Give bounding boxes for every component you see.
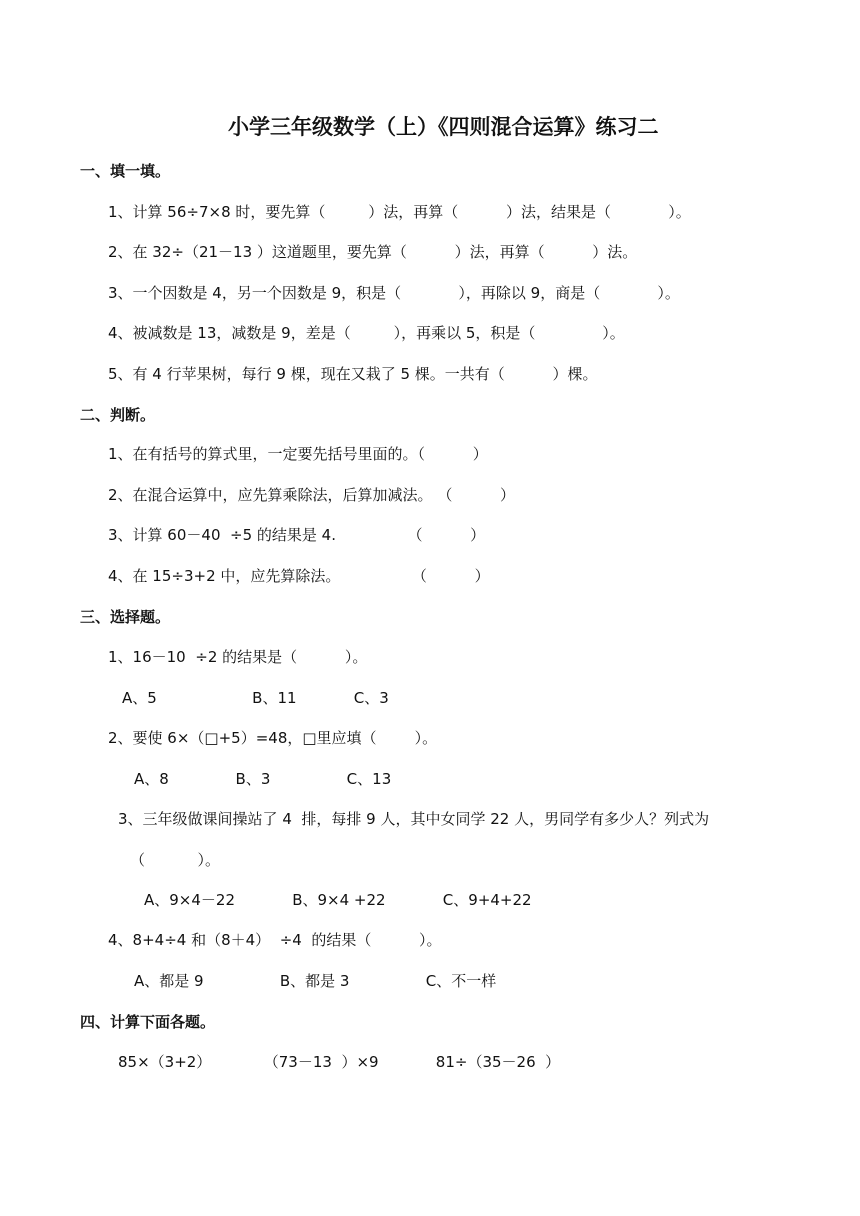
section-heading-4: 四、计算下面各题。 (80, 1013, 216, 1031)
choice-question-2: 2、要使 6×（□+5）=48，□里应填（ ）。 (108, 729, 438, 747)
judge-question-2: 2、在混合运算中，应先算乘除法，后算加减法。 （ ） (108, 486, 515, 504)
judge-question-1: 1、在有括号的算式里，一定要先括号里面的。（ ） (108, 445, 488, 463)
section-heading-1: 一、填一填。 (80, 162, 171, 180)
choice-options-1: A、5 B、11 C、3 (122, 689, 389, 707)
judge-question-3: 3、计算 60－40 ÷5 的结果是 4. （ ） (108, 526, 486, 544)
page-title: 小学三年级数学（上）《四则混合运算》练习二 (228, 115, 659, 139)
choice-options-2: A、8 B、3 C、13 (134, 770, 392, 788)
choice-question-3: 3、三年级做课间操站了 4 排，每排 9 人，其中女同学 22 人，男同学有多少人？列式为 (118, 810, 710, 828)
section-heading-3: 三、选择题。 (80, 608, 171, 626)
choice-options-4: A、都是 9 B、都是 3 C、不一样 (134, 972, 497, 990)
fill-question-5: 5、有 4 行苹果树，每行 9 棵，现在又栽了 5 棵。一共有（ ）棵。 (108, 365, 598, 383)
section-heading-2: 二、判断。 (80, 406, 156, 424)
fill-question-4: 4、被减数是 13，减数是 9，差是（ ），再乘以 5，积是（ ）。 (108, 324, 625, 342)
fill-question-1: 1、计算 56÷7×8 时，要先算（ ）法，再算（ ）法，结果是（ ）。 (108, 203, 691, 221)
calc-problems: 85×（3+2） （73－13 ）×9 81÷（35－26 ） (118, 1053, 561, 1071)
judge-question-4: 4、在 15÷3+2 中，应先算除法。 （ ） (108, 567, 490, 585)
choice-question-3-blank: （ ）。 (130, 851, 220, 869)
choice-options-3: A、9×4－22 B、9×4 +22 C、9+4+22 (144, 891, 532, 909)
fill-question-2: 2、在 32÷（21－13 ）这道题里，要先算（ ）法，再算（ ）法。 (108, 243, 638, 261)
fill-question-3: 3、一个因数是 4，另一个因数是 9，积是（ ），再除以 9，商是（ ）。 (108, 284, 680, 302)
choice-question-4: 4、8+4÷4 和（8＋4） ÷4 的结果（ ）。 (108, 931, 442, 949)
choice-question-1: 1、16－10 ÷2 的结果是（ ）。 (108, 648, 368, 666)
